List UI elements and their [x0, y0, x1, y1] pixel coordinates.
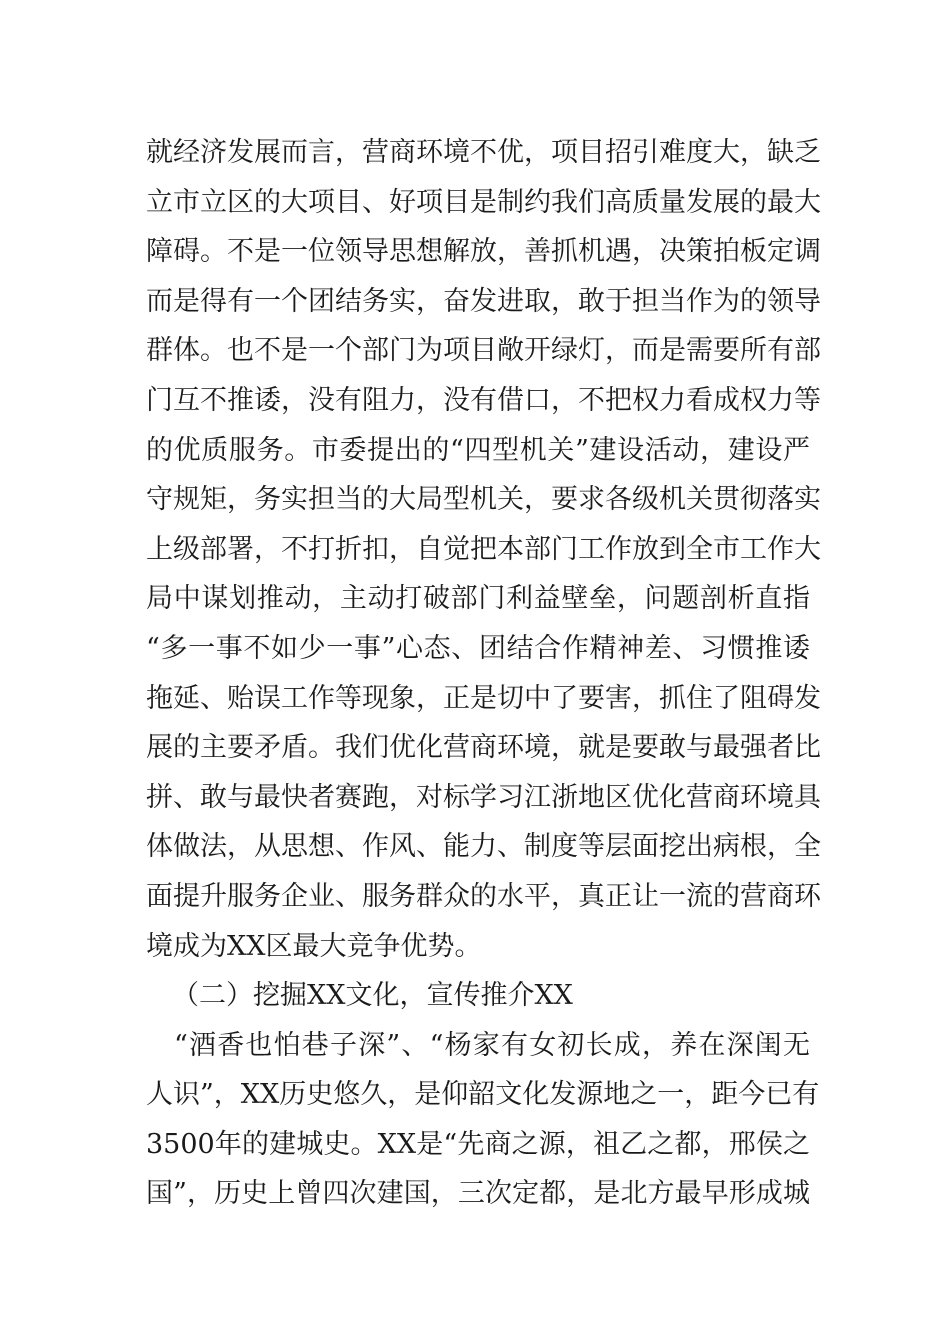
text-line: “酒香也怕巷子深”、“杨家有女初长成，养在深闺无: [174, 1029, 810, 1061]
text-line: 门互不推诿，没有阻力，没有借口，不把权力看成权力等: [146, 384, 821, 416]
text-line: 面提升服务企业、服务群众的水平，真正让一流的营商环: [146, 880, 821, 912]
text-line: 障碍。不是一位领导思想解放，善抓机遇，决策拍板定调: [146, 236, 821, 268]
text-line: 的优质服务。市委提出的“四型机关”建设活动，建设严: [146, 434, 810, 466]
text-line: 人识”，XX历史悠久，是仰韶文化发源地之一，距今已有: [146, 1079, 820, 1111]
text-line: 立市立区的大项目、好项目是制约我们高质量发展的最大: [146, 186, 821, 218]
text-line: 展的主要矛盾。我们优化营商环境，就是要敢与最强者比: [146, 732, 821, 764]
text-line: 国”，历史上曾四次建国，三次定都，是北方最早形成城: [146, 1178, 810, 1210]
text-line: 而是得有一个团结务实，奋发进取，敢于担当作为的领导: [146, 285, 821, 317]
text-line: 拖延、贻误工作等现象，正是切中了要害，抓住了阻碍发: [146, 682, 821, 714]
text-line: 上级部署，不打折扣，自觉把本部门工作放到全市工作大: [146, 533, 821, 565]
text-line: 群体。也不是一个部门为项目敞开绿灯，而是需要所有部: [146, 335, 821, 367]
text-line: 体做法，从思想、作风、能力、制度等层面挖出病根，全: [146, 831, 821, 863]
document-body: [146, 128, 821, 1219]
text-line: 拼、敢与最快者赛跑，对标学习江浙地区优化营商环境具: [146, 781, 821, 813]
text-line: 境成为XX区最大竞争优势。: [146, 930, 482, 962]
text-line: 局中谋划推动，主动打破部门利益壁垒，问题剖析直指: [146, 583, 810, 615]
text-line: 3500年的建城史。XX是“先商之源，祖乙之都，邢侯之: [146, 1128, 810, 1160]
text-line: 守规矩，务实担当的大局型机关，要求各级机关贯彻落实: [146, 484, 821, 516]
text-line: 就经济发展而言，营商环境不优，项目招引难度大，缺乏: [146, 137, 821, 168]
section-heading: （二）挖掘XX文化，宣传推介XX: [172, 980, 573, 1012]
text-line: “多一事不如少一事”心态、团结合作精神差、习惯推诿: [146, 632, 810, 664]
